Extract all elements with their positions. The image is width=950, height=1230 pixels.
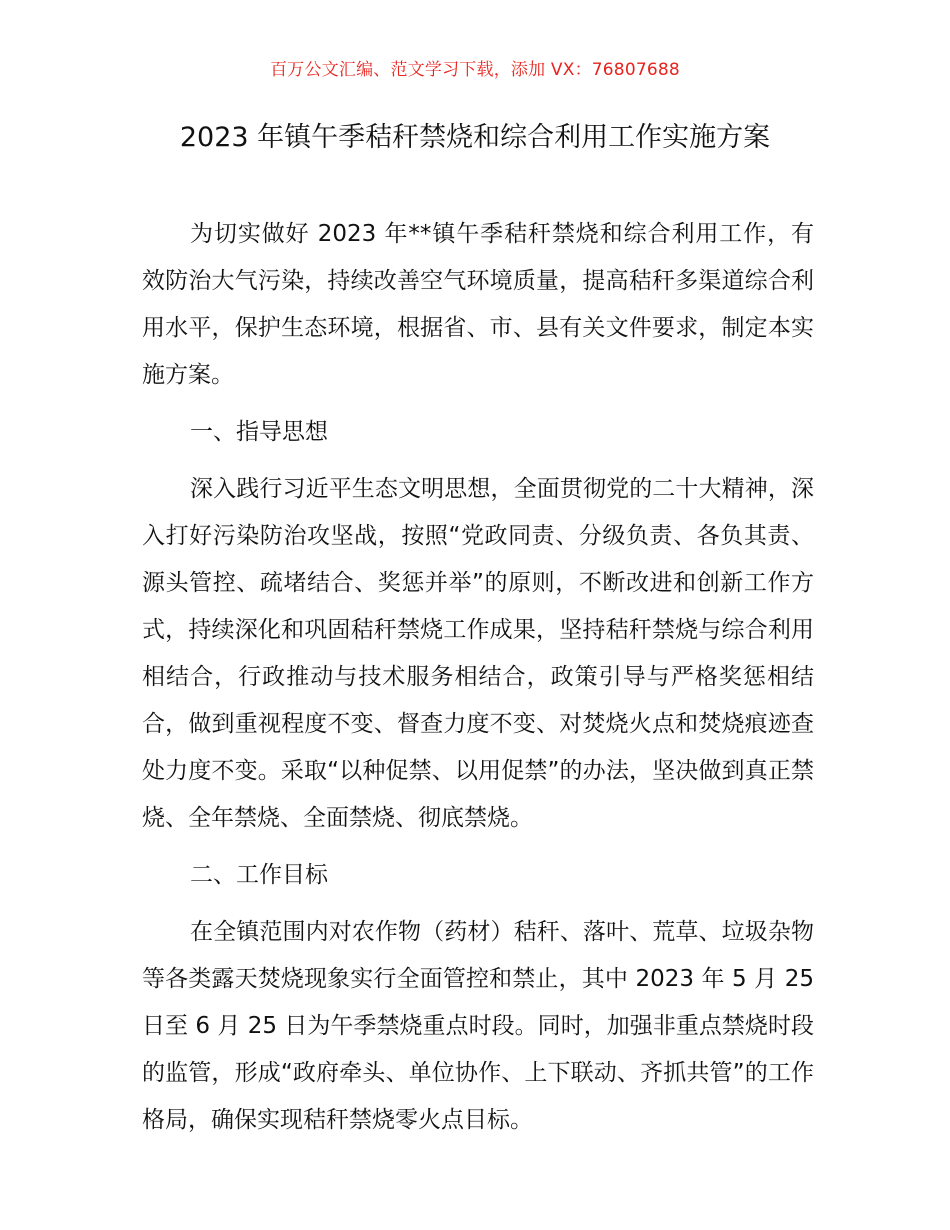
intro-paragraph: 为切实做好 2023 年**镇午季秸秆禁烧和综合利用工作，有效防治大气污染，持续改善空气环境质量，提高秸秆多渠道综合利用水平，保护生态环境，根据省、市、县有关文件要求，制定本实施方案。 bbox=[142, 221, 814, 388]
document-title: 2023 年镇午季秸秆禁烧和综合利用工作实施方案 bbox=[179, 122, 771, 153]
document-body bbox=[142, 211, 814, 1154]
work-goals-paragraph: 在全镇范围内对农作物（药材）秸秆、落叶、荒草、垃圾杂物等各类露天焚烧现象实行全面管控和禁止，其中 2023 年 5 月 25 日至 6 月 25 日为午季禁烧重点时段。同时，加强非重点禁烧时段的监管，形成“政府牵头、单位协作、上下联动、齐抓共管”的工作格局，确保实现秸秆禁烧零火点目标。 bbox=[142, 919, 814, 1133]
watermark-header: 百万公文汇编、范文学习下载，添加 VX：76807688 bbox=[270, 60, 680, 80]
section-heading-work-goals: 二、工作目标 bbox=[190, 862, 328, 888]
section-heading-guiding-ideology: 一、指导思想 bbox=[190, 419, 328, 445]
guiding-ideology-paragraph: 深入践行习近平生态文明思想，全面贯彻党的二十大精神，深入打好污染防治攻坚战，按照“党政同责、分级负责、各负其责、源头管控、疏堵结合、奖惩并举”的原则，不断改进和创新工作方式，持续深化和巩固秸秆禁烧工作成果，坚持秸秆禁烧与综合利用相结合，行政推动与技术服务相结合，政策引导与严格奖惩相结合，做到重视程度不变、督查力度不变、对焚烧火点和焚烧痕迹查处力度不变。采取“以种促禁、以用促禁”的办法，坚决做到真正禁烧、全年禁烧、全面禁烧、彻底禁烧。 bbox=[142, 476, 814, 831]
